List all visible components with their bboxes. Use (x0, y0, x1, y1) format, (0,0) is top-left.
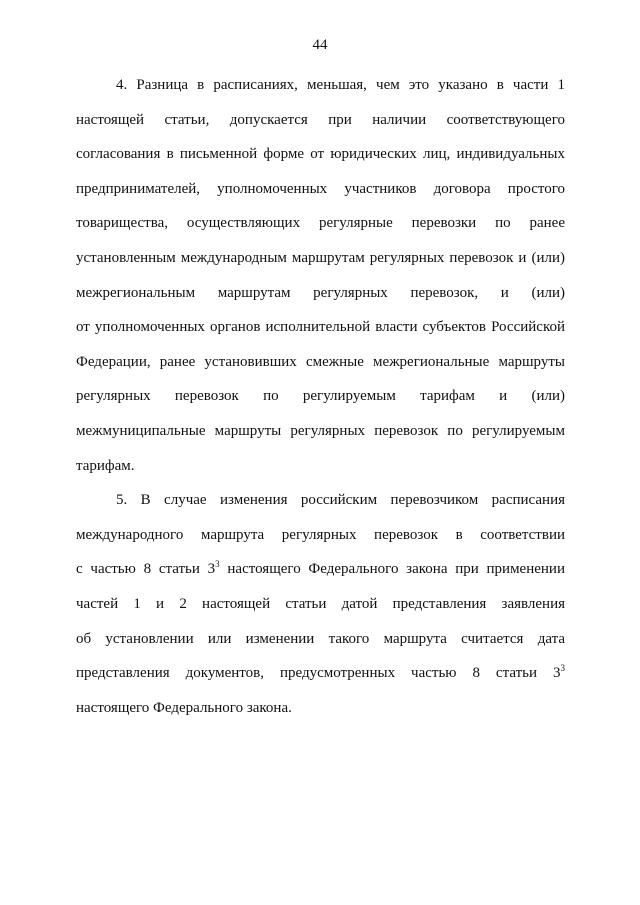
paragraph-5-line: частей 1 и 2 настоящей статьи датой представления заявления (76, 595, 565, 612)
page-number: 44 (312, 37, 328, 53)
paragraph-4-line: межрегиональным маршрутам регулярных перевозок, и (или) (76, 284, 565, 301)
paragraph-5 (76, 483, 565, 725)
paragraph-4 (76, 68, 565, 483)
paragraph-4-line: Федерации, ранее установивших смежные межрегиональные маршруты (76, 353, 565, 370)
paragraph-5-line: об установлении или изменении такого маршрута считается дата (76, 630, 565, 647)
paragraph-4-line: установленным международным маршрутам регулярных перевозок и (или) (76, 249, 565, 266)
paragraph-4-line: регулярных перевозок по регулируемым тарифам и (или) (76, 388, 565, 405)
document-body (76, 68, 565, 725)
paragraph-5-text: представления документов, предусмотренных частью 8 статьи 3 (76, 665, 561, 682)
superscript: 3 (560, 663, 565, 674)
paragraph-5-line (76, 552, 565, 587)
paragraph-5-line: настоящего Федерального закона. (76, 699, 292, 716)
paragraph-4-line: согласования в письменной форме от юридических лиц, индивидуальных (76, 146, 565, 163)
paragraph-4-line: межмуниципальные маршруты регулярных перевозок по регулируемым (76, 422, 565, 439)
paragraph-4-line: от уполномоченных органов исполнительной власти субъектов Российской (76, 319, 565, 336)
paragraph-4-line: предпринимателей, уполномоченных участников договора простого (76, 180, 565, 197)
paragraph-5-line (76, 656, 565, 691)
paragraph-5-text: настоящего Федерального закона при применении (219, 561, 565, 578)
paragraph-4-line: настоящей статьи, допускается при наличии соответствующего (76, 111, 565, 128)
paragraph-4-line: тарифам. (76, 457, 135, 474)
paragraph-5-text: с частью 8 статьи 3 (76, 561, 216, 578)
paragraph-4-line: товарищества, осуществляющих регулярные перевозки по ранее (76, 215, 565, 232)
paragraph-4-line: 4. Разница в расписаниях, меньшая, чем это указано в части 1 (116, 77, 565, 93)
paragraph-5-line: международного маршрута регулярных перевозок в соответствии (76, 526, 565, 543)
paragraph-5-line: 5. В случае изменения российским перевозчиком расписания (116, 492, 565, 509)
superscript: 3 (215, 559, 220, 570)
